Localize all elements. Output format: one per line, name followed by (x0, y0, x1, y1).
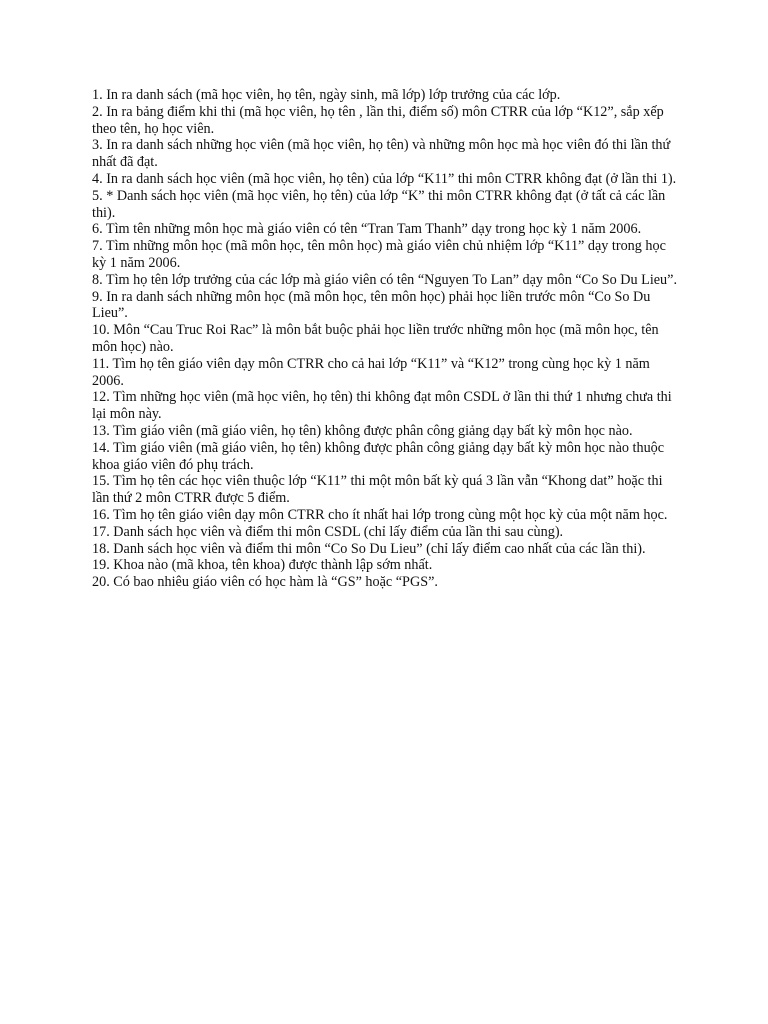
exercise-item-4: 4. In ra danh sách học viên (mã học viên, họ tên) của lớp “K11” thi môn CTRR không đạt (ở lần thi 1). (92, 170, 677, 187)
exercise-item-19: 19. Khoa nào (mã khoa, tên khoa) được thành lập sớm nhất. (92, 557, 433, 574)
exercise-item-10: 10. Môn “Cau Truc Roi Rac” là môn bắt buộc phải học liền trước những môn học (mã môn học, tên môn học) nào. (92, 322, 659, 355)
exercise-item-13: 13. Tìm giáo viên (mã giáo viên, họ tên) không được phân công giảng dạy bất kỳ môn học nào. (92, 422, 633, 439)
exercise-item-6: 6. Tìm tên những môn học mà giáo viên có tên “Tran Tam Thanh” dạy trong học kỳ 1 năm 2006. (92, 221, 642, 238)
exercise-item-14: 14. Tìm giáo viên (mã giáo viên, họ tên) không được phân công giảng dạy bất kỳ môn học nào thuộc khoa giáo viên đó phụ trách. (92, 439, 665, 473)
exercise-item-3: 3. In ra danh sách những học viên (mã học viên, họ tên) và những môn học mà học viên đó thi lần thứ nhất đã đạt. (92, 137, 671, 171)
exercise-item-7: 7. Tìm những môn học (mã môn học, tên môn học) mà giáo viên chủ nhiệm lớp “K11” dạy trong học kỳ 1 năm 2006. (92, 238, 666, 271)
exercise-item-5: 5. * Danh sách học viên (mã học viên, họ tên) của lớp “K” thi môn CTRR không đạt (ở tất cả các lần thi). (92, 187, 666, 221)
exercise-item-15: 15. Tìm họ tên các học viên thuộc lớp “K11” thi một môn bất kỳ quá 3 lần vẫn “Khong dat” hoặc thi lần thứ 2 môn CTRR được 5 điểm. (92, 473, 663, 507)
exercise-item-2: 2. In ra bảng điểm khi thi (mã học viên, họ tên , lần thi, điểm số) môn CTRR của lớp “K12”, sắp xếp theo tên, họ học viên. (92, 103, 664, 137)
exercise-item-18: 18. Danh sách học viên và điểm thi môn “Co So Du Lieu” (chỉ lấy điểm cao nhất của các lần thi). (92, 540, 646, 557)
exercise-item-9: 9. In ra danh sách những môn học (mã môn học, tên môn học) phải học liền trước môn “Co So Du Lieu”. (92, 288, 651, 322)
exercise-item-12: 12. Tìm những học viên (mã học viên, họ tên) thi không đạt môn CSDL ở lần thi thứ 1 nhưng chưa thi lại môn này. (92, 389, 672, 423)
exercise-item-20: 20. Có bao nhiêu giáo viên có học hàm là “GS” hoặc “PGS”. (92, 574, 438, 591)
exercise-item-16: 16. Tìm họ tên giáo viên dạy môn CTRR cho ít nhất hai lớp trong cùng một học kỳ của một năm học. (92, 506, 668, 523)
exercise-item-11: 11. Tìm họ tên giáo viên dạy môn CTRR cho cả hai lớp “K11” và “K12” trong cùng học kỳ 1 năm 2006. (92, 355, 650, 389)
exercise-item-17: 17. Danh sách học viên và điểm thi môn CSDL (chỉ lấy điểm của lần thi sau cùng). (92, 523, 564, 540)
exercise-item-1: 1. In ra danh sách (mã học viên, họ tên, ngày sinh, mã lớp) lớp trưởng của các lớp. (92, 87, 561, 103)
exercise-list (92, 87, 682, 591)
exercise-item-8: 8. Tìm họ tên lớp trưởng của các lớp mà giáo viên có tên “Nguyen To Lan” dạy môn “Co So Du Lieu”. (92, 271, 677, 288)
